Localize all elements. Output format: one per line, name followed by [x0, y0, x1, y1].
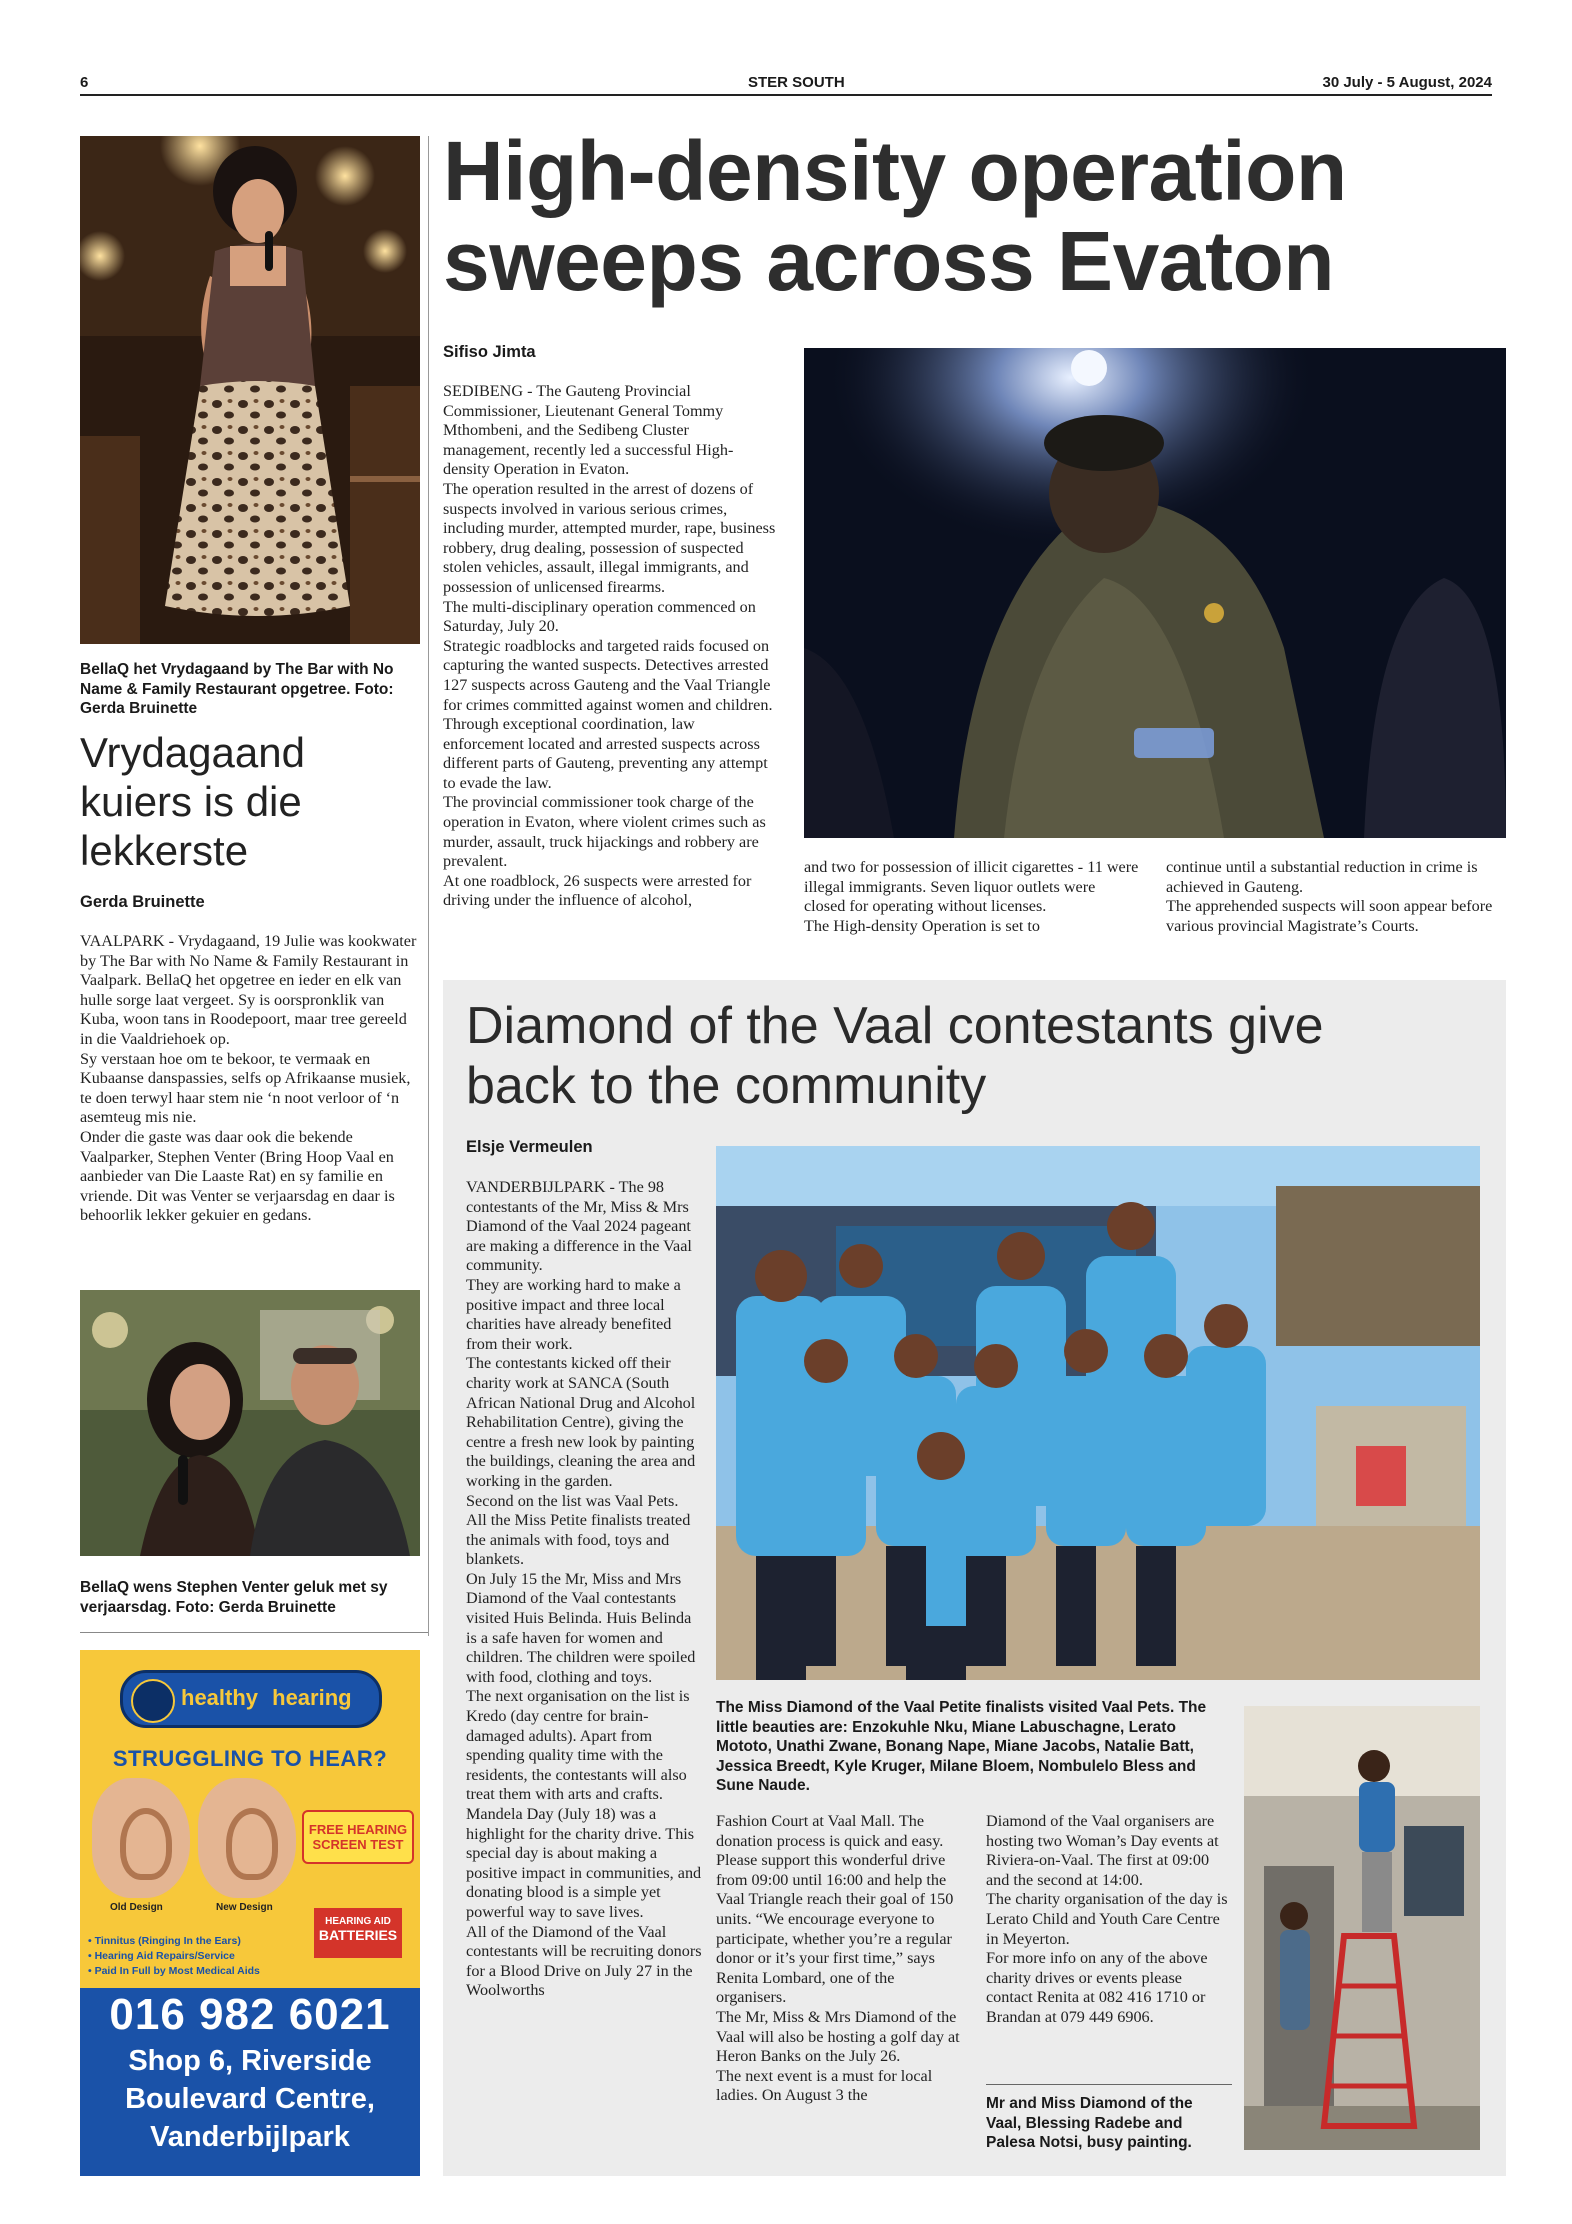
batteries-line1: HEARING AID — [325, 1916, 391, 1927]
issue-date: 30 July - 5 August, 2024 — [1322, 74, 1492, 91]
brand-badge — [120, 1670, 382, 1728]
ear-old-design — [92, 1778, 190, 1898]
old-design-label: Old Design — [110, 1902, 163, 1913]
photo-caption: The Miss Diamond of the Vaal Petite finalists visited Vaal Pets. The little beauties are: Enzokuhle Nku, Miane Labuschagne, Lerato Mototo, Unathi Zwane, Bonang Nape, Miane Jacobs, Natalie Batt, Jessica Breedt, Kyle Kruger, Milane Bloem, Nombulelo Bless and Sune Naude. — [716, 1699, 1207, 1794]
ear-icon — [226, 1808, 278, 1880]
photo-caption: BellaQ het Vrydagaand by The Bar with No Name & Family Restaurant opgetree. Foto: Gerda Bruinette — [80, 661, 394, 717]
paragraph: Sy verstaan hoe om te bekoor, te vermaak en Kubaanse danspassies, selfs op Afrikaanse musiek, te doen terwyl haar stem nie ‘n noot verloor of ‘n asemteug mis nie. — [80, 1049, 411, 1127]
paragraph: VAALPARK - Vrydagaand, 19 Julie was kookwater by The Bar with No Name & Family Restaurant in Vaalpark. BellaQ het opgetree en ieder en elk van hulle sorge laat vergeet. Sy is oorspronklik van Kuba, woon tans in Roodepoort, maar tree gereeld in die Vaaldriehoek op. — [80, 932, 417, 1048]
paragraph: All of the Diamond of the Vaal contestants will be recruiting donors for a Blood Drive on July 27 in the Woolworths — [466, 1922, 702, 2000]
brand-name: healthy hearing — [181, 1685, 352, 1710]
paragraph: On July 15 the Mr, Miss and Mrs Diamond of the Vaal contestants visited Huis Belinda. Huis Belinda is a safe haven for women and children. The children were spoiled with food, clothing and toys. — [466, 1569, 696, 1686]
paragraph: The contestants kicked off their charity work at SANCA (South African National Drug and Alcohol Rehabilitation Centre), giving the centre a fresh new look by painting the buildings, cleaning the area and working in the garden. — [466, 1354, 696, 1490]
police-night-operation-photo — [804, 348, 1506, 838]
advert-bullets — [88, 1934, 260, 1979]
main-story-column-3 — [1166, 858, 1504, 936]
page-number: 6 — [80, 74, 89, 91]
address-line: Boulevard Centre, — [125, 2083, 375, 2115]
paragraph: VANDERBIJLPARK - The 98 contestants of the Mr, Miss & Mrs Diamond of the Vaal 2024 pageant are making a difference in the Vaal community. — [466, 1178, 692, 1275]
phone-number[interactable]: 016 982 6021 — [109, 1990, 391, 2039]
publication-name: STER SOUTH — [748, 74, 845, 91]
paragraph: The charity organisation of the day is Lerato Child and Youth Care Centre in Meyerton. — [986, 1890, 1228, 1948]
bullet-item: • Tinnitus (Ringing In the Ears) — [88, 1935, 241, 1947]
ear-logo-icon — [131, 1679, 175, 1723]
paragraph: Fashion Court at Vaal Mall. The donation process is quick and easy. Please support this wonderful drive from 09:00 until 16:00 and help the Vaal Triangle reach their goal of 150 units. “We encourage everyone to participate, whether you’re a regular donor or it’s your first time,” says Renita Lombard, one of the organisers. — [716, 1812, 954, 2007]
paragraph: Diamond of the Vaal organisers are hosting two Woman’s Day events at Riviera-on-Vaal. The first at 09:00 and the second at 14:00. — [986, 1812, 1219, 1889]
free-test-badge: FREE HEARING SCREEN TEST — [302, 1810, 414, 1864]
main-story-column-2 — [804, 858, 1140, 936]
diamond-story-column-3 — [986, 1812, 1232, 2028]
ear-icon — [120, 1808, 172, 1880]
paragraph: The operation resulted in the arrest of dozens of suspects involved in various serious crimes, including murder, attempted murder, rape, business robbery, drug dealing, possession of suspected stolen vehicles, assault, illegal immigrants, and possession of unlicensed firearms. — [443, 479, 776, 596]
bullet-item: • Hearing Aid Repairs/Service — [88, 1950, 235, 1962]
paragraph: Onder die gaste was daar ook die bekende Vaalparker, Stephen Venter (Bring Hoop Vaal en aanbieder van Die Laaste Rat) en sy familie en vriende. Dit was Venter se verjaarsdag en daar is behoorlik lekker gekuier en gedans. — [80, 1127, 395, 1225]
paragraph: Mandela Day (July 18) was a highlight for the charity drive. This special day is about making a positive impact in communities, and donating blood is a simple yet powerful way to save lives. — [466, 1805, 702, 1921]
diamond-story-column-1 — [466, 1178, 702, 2001]
hearing-advert[interactable] — [80, 1650, 420, 2176]
paragraph: The next event is a must for local ladies. On August 3 the — [716, 2066, 933, 2105]
bellaq-and-venter-photo — [80, 1290, 420, 1556]
headline-line: back to the community — [466, 1057, 987, 1115]
headline-line: sweeps across Evaton — [443, 214, 1335, 308]
paragraph: Through exceptional coordination, law enforcement located and arrested suspects across different parts of Gauteng, preventing any attempt to evade the law. — [443, 715, 768, 792]
ear-new-design — [198, 1778, 296, 1898]
headline-line: High-density operation — [443, 124, 1347, 218]
paragraph: The next organisation on the list is Kredo (day centre for brain-damaged adults). Apart from spending quality time with the residents, the contestants will also treat them with arts and crafts. — [466, 1687, 690, 1804]
diamond-headline — [466, 996, 1496, 1116]
paragraph: The Mr, Miss & Mrs Diamond of the Vaal will also be hosting a golf day at Heron Banks on the July 26. — [716, 2007, 960, 2066]
column-divider — [80, 1632, 428, 1633]
photo-caption: BellaQ wens Stephen Venter geluk met sy verjaarsdag. Foto: Gerda Bruinette — [80, 1579, 388, 1616]
bellaq-singing-photo — [80, 136, 420, 644]
paragraph: and two for possession of illicit cigarettes - 11 were illegal immigrants. Seven liquor outlets were closed for operating without licenses. — [804, 858, 1139, 916]
main-story-column-1 — [443, 382, 779, 911]
petite-finalists-photo — [716, 1146, 1480, 1680]
bullet-item: • Paid In Full by Most Medical Aids — [88, 1965, 260, 1977]
address — [80, 2042, 420, 2156]
article-headline: Vrydagaand kuiers is die lekkerste — [80, 729, 305, 874]
article-body — [80, 932, 418, 1226]
paragraph: At one roadblock, 26 suspects were arrested for driving under the influence of alcohol, — [443, 871, 752, 910]
paragraph: Second on the list was Vaal Pets. All the Miss Petite finalists treated the animals with food, toys and blankets. — [466, 1491, 691, 1569]
paragraph: continue until a substantial reduction in crime is achieved in Gauteng. — [1166, 858, 1478, 896]
batteries-line2: BATTERIES — [318, 1927, 398, 1943]
address-line: Shop 6, Riverside — [128, 2045, 372, 2077]
caption-divider — [986, 2084, 1232, 2085]
paragraph: Strategic roadblocks and targeted raids focused on capturing the wanted suspects. Detectives arrested 127 suspects across Gauteng and the Vaal Triangle for crimes committed against women and children. — [443, 636, 773, 714]
advert-headline: STRUGGLING TO HEAR? — [112, 1746, 388, 1771]
main-headline — [443, 126, 1503, 306]
paragraph: The apprehended suspects will soon appear before various provincial Magistrate’s Courts. — [1166, 897, 1493, 935]
contact-panel — [80, 1988, 420, 2176]
article-byline: Sifiso Jimta — [443, 343, 536, 361]
diamond-story-column-2 — [716, 1812, 968, 2106]
paragraph: The High-density Operation is set to — [804, 916, 1041, 935]
new-design-label: New Design — [216, 1902, 273, 1913]
paragraph: The multi-disciplinary operation commenced on Saturday, July 20. — [443, 597, 756, 636]
photo-caption: Mr and Miss Diamond of the Vaal, Blessing Radebe and Palesa Notsi, busy painting. — [986, 2095, 1193, 2151]
paragraph: SEDIBENG - The Gauteng Provincial Commissioner, Lieutenant General Tommy Mthombeni, and the Sedibeng Cluster management, recently led a successful High-density Operation in Evaton. — [443, 382, 734, 479]
article-byline: Gerda Bruinette — [80, 893, 205, 911]
paragraph: They are working hard to make a positive impact and three local charities have already benefited from their work. — [466, 1275, 681, 1353]
address-line: Vanderbijlpark — [150, 2121, 350, 2153]
article-byline: Elsje Vermeulen — [466, 1138, 593, 1156]
paragraph: The provincial commissioner took charge of the operation in Evaton, where violent crimes such as murder, assault, truck hijackings and robbery are prevalent. — [443, 793, 766, 871]
column-divider — [428, 136, 429, 1636]
header-rule — [80, 94, 1492, 96]
batteries-badge — [314, 1908, 402, 1958]
headline-line: Diamond of the Vaal contestants give — [466, 997, 1324, 1055]
painting-volunteers-photo — [1244, 1706, 1480, 2150]
paragraph: For more info on any of the above charity drives or events please contact Renita at 082 416 1710 or Brandan at 079 449 6906. — [986, 1949, 1208, 2026]
